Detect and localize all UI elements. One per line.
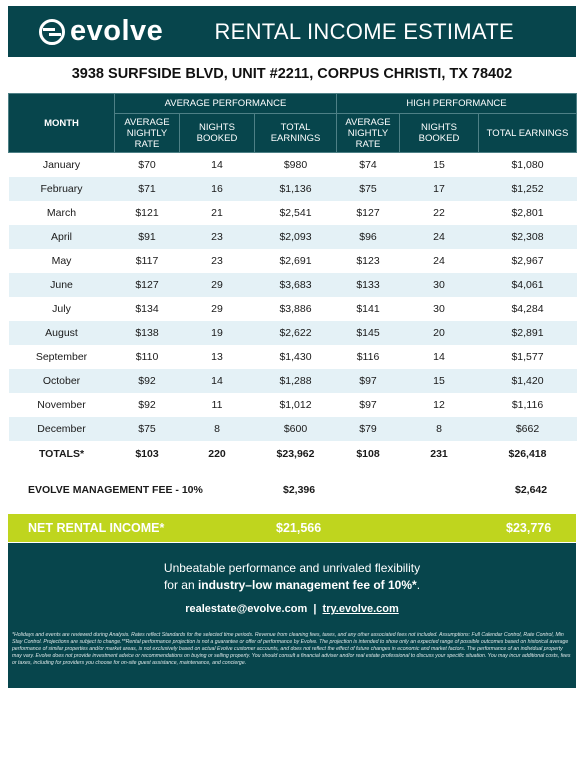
high-nights-cell: 15 <box>400 369 479 393</box>
high-nights-cell: 30 <box>400 273 479 297</box>
avg-rate-cell: $127 <box>115 273 180 297</box>
table-row <box>9 273 577 297</box>
avg-total-cell: $1,136 <box>255 177 337 201</box>
table-row <box>9 417 577 441</box>
high-nights-cell: 22 <box>433 207 445 219</box>
contact-separator: | <box>313 603 317 615</box>
high-nights-cell: 17 <box>400 177 479 201</box>
avg-rate-cell: $71 <box>115 177 180 201</box>
website-link[interactable]: try.evolve.com <box>322 603 399 615</box>
high-nights-cell: 20 <box>400 321 479 345</box>
high-total-cell: $2,308 <box>479 225 577 249</box>
high-nights-cell: 12 <box>433 399 445 411</box>
avg-nights-cell: 19 <box>180 321 255 345</box>
avg-rate-cell: $117 <box>135 255 159 267</box>
high-rate-cell: $127 <box>356 207 380 219</box>
fee-average: $2,396 <box>283 484 316 496</box>
high-rate-cell: $97 <box>359 399 377 411</box>
high-rate-cell: $141 <box>356 303 380 315</box>
net-label: NET RENTAL INCOME* <box>28 521 165 535</box>
management-fee-row <box>8 480 576 500</box>
high-rate-cell: $116 <box>356 351 380 363</box>
avg-rate-cell: $92 <box>138 399 156 411</box>
estimate-table <box>8 93 577 467</box>
high-total-cell: $1,420 <box>479 369 577 393</box>
avg-rate-cell: $91 <box>115 225 180 249</box>
total-avg-rate-cell: $103 <box>135 448 159 460</box>
high-nights-cell: 8 <box>400 417 479 441</box>
month-cell: March <box>46 207 77 219</box>
tagline-suffix: . <box>416 578 421 592</box>
avg-total-cell: $2,691 <box>279 255 312 267</box>
avg-nights-cell: 23 <box>211 255 223 267</box>
logo-wordmark: evolve <box>70 15 164 47</box>
month-cell: May <box>51 255 72 267</box>
table-row <box>9 321 577 345</box>
total-high-rate-cell: $108 <box>356 448 380 460</box>
disclaimer-text: *Holidays and events are reviewed during Analysis. Rates reflect Standards for the selected time periods. Revenue from cleaning fees, taxes, and any other associated fees not included. Assumptions: Full Calendar Control, Rate Control, Min Stay Control. Projections are subject to change.**Rental performance projection is not a guarantee or offer of performance by Evolve. The projection is intended to show only an expected range of possible outcomes based on historical average performance of similar properties and/or market areas, is not exclusively based on actual Evolve customer accounts, and does not reflect the effect of future changes in economic and market factors. The performance of an individual property may vary. Evolve does not provide investment advice or recommendations on buying or selling property. You should consult a financial adviser and/or real estate professional to discuss your specific situation. You may incur additional costs, fees or taxes, including for providers you choose for on-site guest assistance, maintenance, and concierge. <box>12 632 571 666</box>
table-row <box>9 153 577 178</box>
table-row <box>9 393 577 417</box>
month-cell: April <box>9 225 115 249</box>
net-income-bar <box>8 514 576 542</box>
avg-nights-cell: 14 <box>211 159 223 171</box>
table-row <box>9 297 577 321</box>
evolve-logo-icon <box>38 18 66 46</box>
avg-nights-cell: 29 <box>211 303 223 315</box>
avg-rate-cell: $138 <box>115 321 180 345</box>
high-total-cell: $2,891 <box>479 321 577 345</box>
tagline-line1: Unbeatable performance and unrivaled flexibility <box>163 561 421 575</box>
avg-nights-cell: 21 <box>211 207 223 219</box>
total-avg-total-cell: $23,962 <box>276 448 315 460</box>
month-cell: August <box>9 321 115 345</box>
high-rate-cell: $133 <box>337 273 400 297</box>
avg-nights-cell: 11 <box>211 399 223 411</box>
avg-rate-cell: $121 <box>135 207 159 219</box>
high-total-cell: $2,801 <box>511 207 544 219</box>
table-row <box>9 345 577 369</box>
high-rate-cell: $75 <box>337 177 400 201</box>
high-rate-cell: $79 <box>337 417 400 441</box>
avg-total-cell: $980 <box>283 159 308 171</box>
month-cell: October <box>9 369 115 393</box>
avg-nights-cell: 8 <box>180 417 255 441</box>
high-nights-header: NIGHTS BOOKED <box>400 114 479 153</box>
footer-panel <box>8 543 576 688</box>
month-cell: July <box>52 303 71 315</box>
avg-nights-cell: 14 <box>180 369 255 393</box>
avg-total-cell: $2,541 <box>279 207 312 219</box>
table-row <box>9 177 577 201</box>
email-link[interactable]: realestate@evolve.com <box>185 603 308 615</box>
high-total-header: TOTAL EARNINGS <box>479 114 577 153</box>
brand-logo <box>38 15 163 48</box>
month-cell: November <box>37 399 86 411</box>
month-cell: June <box>9 273 115 297</box>
avg-total-cell: $1,288 <box>255 369 337 393</box>
property-address: 3938 SURFSIDE BLVD, UNIT #2211, CORPUS CHRISTI, TX 78402 <box>71 66 513 82</box>
table-row <box>9 225 577 249</box>
total-high-nights-cell: 231 <box>430 448 448 460</box>
header-banner <box>8 6 576 57</box>
avg-total-cell: $1,012 <box>279 399 312 411</box>
contact-line <box>8 603 576 615</box>
total-avg-nights-cell: 220 <box>208 448 226 460</box>
high-performance-header: HIGH PERFORMANCE <box>337 94 577 114</box>
month-cell: December <box>9 417 115 441</box>
high-total-cell: $4,284 <box>511 303 544 315</box>
avg-rate-cell: $70 <box>138 159 156 171</box>
avg-rate-cell: $92 <box>115 369 180 393</box>
avg-total-cell: $3,886 <box>279 303 312 315</box>
tagline-fee: industry–low management fee of 10%* <box>197 578 417 592</box>
month-header: MONTH <box>9 94 115 153</box>
net-high: $23,776 <box>506 521 552 535</box>
avg-total-cell: $2,093 <box>255 225 337 249</box>
totals-row <box>9 441 577 467</box>
high-total-cell: $1,080 <box>511 159 544 171</box>
high-total-cell: $662 <box>479 417 577 441</box>
avg-nights-cell: 16 <box>180 177 255 201</box>
avg-nights-cell: 29 <box>180 273 255 297</box>
net-average: $21,566 <box>276 521 322 535</box>
high-nights-cell: 24 <box>433 255 445 267</box>
avg-total-cell: $2,622 <box>255 321 337 345</box>
high-rate-cell: $96 <box>337 225 400 249</box>
high-total-cell: $4,061 <box>479 273 577 297</box>
high-total-cell: $1,252 <box>479 177 577 201</box>
tagline-prefix: for an <box>163 578 198 592</box>
page-title: RENTAL INCOME ESTIMATE <box>214 18 514 44</box>
average-performance-header: AVERAGE PERFORMANCE <box>115 94 337 114</box>
high-nights-cell: 30 <box>433 303 445 315</box>
table-row <box>9 201 577 225</box>
avg-rate-cell: $75 <box>115 417 180 441</box>
high-total-cell: $1,116 <box>511 399 544 411</box>
avg-total-cell: $3,683 <box>255 273 337 297</box>
tagline-line2 <box>8 577 576 594</box>
high-rate-cell: $97 <box>337 369 400 393</box>
avg-total-cell: $600 <box>255 417 337 441</box>
high-rate-cell: $145 <box>337 321 400 345</box>
table-row <box>9 369 577 393</box>
totals-label: TOTALS* <box>38 448 85 460</box>
tagline <box>8 560 576 594</box>
high-rate-header: AVERAGE NIGHTLY RATE <box>337 114 400 153</box>
avg-total-cell: $1,430 <box>279 351 312 363</box>
high-rate-cell: $74 <box>359 159 377 171</box>
high-total-cell: $2,967 <box>511 255 544 267</box>
month-cell: September <box>35 351 88 363</box>
avg-rate-cell: $110 <box>135 351 159 363</box>
avg-nights-cell: 23 <box>180 225 255 249</box>
avg-rate-cell: $134 <box>135 303 159 315</box>
fee-high: $2,642 <box>515 484 548 496</box>
high-rate-cell: $123 <box>356 255 380 267</box>
high-nights-cell: 24 <box>400 225 479 249</box>
month-cell: January <box>42 159 81 171</box>
avg-nights-header: NIGHTS BOOKED <box>180 114 255 153</box>
high-total-cell: $1,577 <box>511 351 544 363</box>
total-high-total-cell: $26,418 <box>508 448 547 460</box>
avg-total-header: TOTAL EARNINGS <box>255 114 337 153</box>
fee-label: EVOLVE MANAGEMENT FEE - 10% <box>28 484 203 496</box>
avg-rate-header: AVERAGE NIGHTLY RATE <box>115 114 180 153</box>
month-cell: February <box>9 177 115 201</box>
high-nights-cell: 14 <box>433 351 445 363</box>
table-row <box>9 249 577 273</box>
high-nights-cell: 15 <box>433 159 445 171</box>
avg-nights-cell: 13 <box>211 351 223 363</box>
